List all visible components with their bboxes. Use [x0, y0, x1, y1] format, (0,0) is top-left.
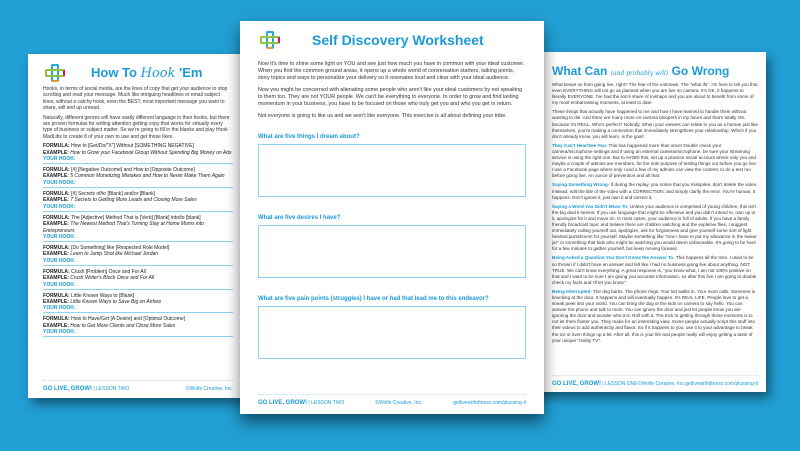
worksheet-what-can-go-wrong — [520, 52, 766, 392]
example-label: EXAMPLE: — [43, 275, 69, 282]
formula-label: FORMULA: — [43, 244, 70, 251]
intro-text: Naturally, different genres will have vastly different language in their hooks, but there are proven formulas for writing attention getting copy that works for virtually every type of business or subject matter. So we're going to fill in the blanks and play Hook MadLibs to create 8 of your own to use and get those likes. — [43, 114, 230, 140]
tip-section — [552, 255, 758, 285]
worksheet-how-to-hook-em — [28, 54, 253, 398]
tip-section — [552, 143, 758, 180]
formula-text: Little Known Ways to [Blank] — [71, 292, 135, 299]
tip-body: This has happened more than once! Double check your camera/microphone settings and if using an external camera/microphone, be sure your streaming service is using the right one. But to AVOID this, set up a practice social account where only you and maybe a couple of admins are members, for the sole purpose of testing things out before you go live. I use a Facebook page where only I and a few of my admins can view the content, to do a test run before going live. An ounce of prevention and all that. — [552, 142, 758, 179]
hook-formula-item — [43, 215, 233, 242]
formula-label: FORMULA: — [43, 190, 70, 197]
tip-heading: Being Interrupted- — [552, 288, 592, 294]
your-hook-field[interactable]: YOUR HOOK: — [43, 282, 233, 290]
intro-text: Hooks, in terms of social media, are the lines of copy that get your audience to stop scrolling and read your message. Much like intriguing headlines or email subject lines, without a catchy hook, even the BEST, most important message you want to share, will end up unread. — [43, 86, 228, 112]
example-text: Little Known Ways to Save Big on Airfare — [70, 298, 162, 305]
tip-body: The dog barks. The phone rings. Your kid walks in. Your mom calls. Someone is knocking at the door. It happens and will eventually happen. It's REAL LIFE. People love to get a sneak peek into your world. You can bring the dog or the kids on camera to say hello. You can answer the phone and talk to mom. You can ignore the door and just let people know you are ignoring the door and wonder who it is. Roll with it. The trick to getting through these moments is to not let them fluster you. They make for an interesting view. Some people actually script this stuff into their videos to add authenticity and flavor. So if it happens to you, use it to your advantage to break the ice or liven things up a bit. After all, this is your life and people really will enjoy getting a taste of your unique "reality TV". — [552, 288, 756, 343]
formula-text: [#] [Negative Outcome] and How to [Opposite Outcome] — [71, 167, 195, 174]
example-label: EXAMPLE: — [43, 149, 69, 156]
tip-body: Unless your audience is comprised of young children, this isn't the big deal it seems. If you use language that might be offensive and you didn't intend to, own up to it, apologize for it and move on. In most cases, your audience is full of adults. If you have a family friendly broadcast topic and believe there are children watching and the expletive flies, I suggest immediately calling yourself out, apologize, ask for forgiveness and give yourself some sort of light hearted punishment for yourself. Maybe something like "now I have to put my allowance in the swear jar" or something that kids who might be watching you would deem unfavorable. It's going to be hard for a few minutes to gather yourself, but keep moving forward. — [552, 203, 757, 252]
example-text: Crush Writer's Block Once and For All — [70, 275, 155, 282]
intro-text: Now it's time to shine some light on YOU and see just how much you have in common with your ideal customer. When you find the common ground areas, it opens up a whole world of conversation starters, talking points, story topics and ways to personalize your delivery so it resonates loud and clear with your ideal audience. — [258, 61, 525, 81]
plussing-it-logo — [258, 31, 282, 49]
question-label: What are five pain points (struggles) I have or had that lead me to this endeavor? — [258, 296, 489, 302]
your-hook-field[interactable]: YOUR HOOK: — [43, 204, 233, 212]
page-title: What Can (and probably will) Go Wrong — [552, 64, 730, 78]
formula-label: FORMULA: — [43, 292, 70, 299]
example-text: 5 Common Monetizing Mistakes and How to Never Make Them Again — [70, 173, 225, 180]
answer-box-pain-points[interactable] — [258, 306, 526, 359]
example-label: EXAMPLE: — [43, 298, 69, 305]
formula-text: Crush [Problem] Once and For All — [71, 268, 146, 275]
formula-label: FORMULA: — [43, 214, 70, 221]
tip-section — [552, 289, 758, 344]
your-hook-field[interactable]: YOUR HOOK: — [43, 180, 233, 188]
intro-text: Not everyone is going to like us and we won't like everyone. This exercise is all about defining your tribe. — [258, 113, 507, 119]
tip-heading: Being Asked a Question You Don't Know the Answer To- — [552, 255, 675, 261]
example-label: EXAMPLE: — [43, 221, 69, 228]
question-label: What are five things I dream about? — [258, 134, 360, 140]
tip-body: If during the replay, you notice that you misspoke, don't delete the video. Instead, edit the title of the video with a CORRECTION: and simply clarify the error. You're human, it happens. Don't ignore it, just own it and correct it. — [552, 182, 758, 200]
your-hook-field[interactable]: YOUR HOOK: — [43, 234, 233, 242]
intro-text: Now you might be concerned with alienating some people who aren't like your ideal customers by not speaking to them too. They are not YOUR people. We can't be everything to everyone. In order to grow and find lasting momentum in your business, you have to be focused on those who truly get you and who you get in return. — [258, 87, 523, 107]
example-label: EXAMPLE: — [43, 251, 69, 258]
formula-text: [#] Secrets of/to [Blank] and/or [Blank] — [71, 190, 155, 197]
example-text: How to Grow your Facebook Group Without Spending Big Money on Ads — [70, 149, 232, 156]
intro-text: These things that actually have happened to me and how I have learned to handle them without wanting to die. And there are many more on-camera bloopers in my future and that's totally OK, because it's REAL. Who's perfect? Nobody. When your viewers can relate to you as a human just like themselves, you're making a connection that immediately strengthens your relationship. Which if you don't already know, you will learn, is the goal! — [552, 109, 758, 139]
page-title: Self Discovery Worksheet — [312, 32, 484, 48]
hook-formula-item — [43, 293, 233, 314]
your-hook-field[interactable]: YOUR HOOK: — [43, 156, 233, 164]
formula-label: FORMULA: — [43, 143, 70, 150]
example-text: How to Get More Clients and Close More Sales — [70, 322, 176, 329]
worksheet-self-discovery — [240, 21, 544, 414]
formula-text: How to Have/Get [A Desire] and [Optimal Outcome] — [71, 316, 185, 323]
formula-text: The [Adjective] Method That is [Verb] [Blank] into/to [blank] — [70, 214, 201, 221]
page-title: How To Hook 'Em — [91, 65, 203, 81]
plussing-it-logo — [43, 64, 67, 82]
page-footer: GO LIVE, GROW! | LESSON TWO ©Wolfe Creative, Inc. getlivewithdtness.com/plussing-it — [258, 394, 526, 406]
your-hook-field[interactable]: YOUR HOOK: — [43, 305, 233, 313]
tip-heading: They Can't Hear/See You- — [552, 142, 608, 148]
formula-label: FORMULA: — [43, 268, 70, 275]
question-label: What are five desires I have? — [258, 215, 341, 221]
answer-box-dreams[interactable] — [258, 144, 526, 197]
page-footer: GO LIVE, GROW! | LESSON ONE ©Wolfe Creative, Inc. getlivewithdtness.com/plussing-it — [552, 375, 758, 387]
hook-formula-item — [43, 245, 233, 266]
example-text: Learn to Jump Shot like Michael Jordan — [70, 251, 159, 258]
tip-heading: Saying Something Wrong- — [552, 182, 610, 188]
formula-label: FORMULA: — [43, 167, 70, 174]
formula-text: [Do Something] like [Respected Role Model] — [71, 244, 170, 251]
your-hook-field[interactable]: YOUR HOOK: — [43, 329, 233, 337]
tip-heading: Saying a Word You Didn't Mean To- — [552, 203, 629, 209]
example-text: 7 Secrets to Getting More Leads and Closing More Sales — [70, 197, 197, 204]
example-label: EXAMPLE: — [43, 322, 69, 329]
hook-formula-item — [43, 143, 233, 164]
example-text: The Newest Method That's Turning Stay at Home Moms into Entrepreneurs — [43, 221, 204, 234]
hook-formula-item — [43, 191, 233, 212]
hook-formula-item — [43, 167, 233, 188]
tip-section — [552, 182, 758, 200]
tip-section — [552, 204, 758, 253]
tip-body: This happens all the time. I used to be so thrown if I didn't have an answer and felt like I had no business going live about anything. NOT TRUE. We can't know everything. A great response is, "you know what, I am not 100% positive on that and I want to be sure I am giving you accurate information, so after this live I am going to double check my facts and I'll let you know." — [552, 255, 757, 285]
your-hook-field[interactable]: YOUR HOOK: — [43, 258, 233, 266]
example-label: EXAMPLE: — [43, 173, 69, 180]
intro-text: What keeps us from going live, right? The fear of the unknown. The "what ifs". I'm here to tell you that even EVERYTHING will not go as planned when you are live on camera. It's OK, it happens to literally EVERYONE. I've had the lion's share of mishaps and you are about to benefit from some of my most embarrassing moments, at least to date. — [552, 82, 758, 106]
answer-box-desires[interactable] — [258, 225, 526, 278]
example-label: EXAMPLE: — [43, 197, 69, 204]
formula-text: How to [Get/Do/"X"] Without [SOMETHING NEGATIVE] — [71, 143, 194, 150]
hook-formula-item — [43, 269, 233, 290]
hook-formula-item — [43, 316, 233, 337]
formula-label: FORMULA: — [43, 316, 70, 323]
page-footer: GO LIVE, GROW! | LESSON TWO ©Wolfe Creative, Inc. — [43, 380, 233, 392]
